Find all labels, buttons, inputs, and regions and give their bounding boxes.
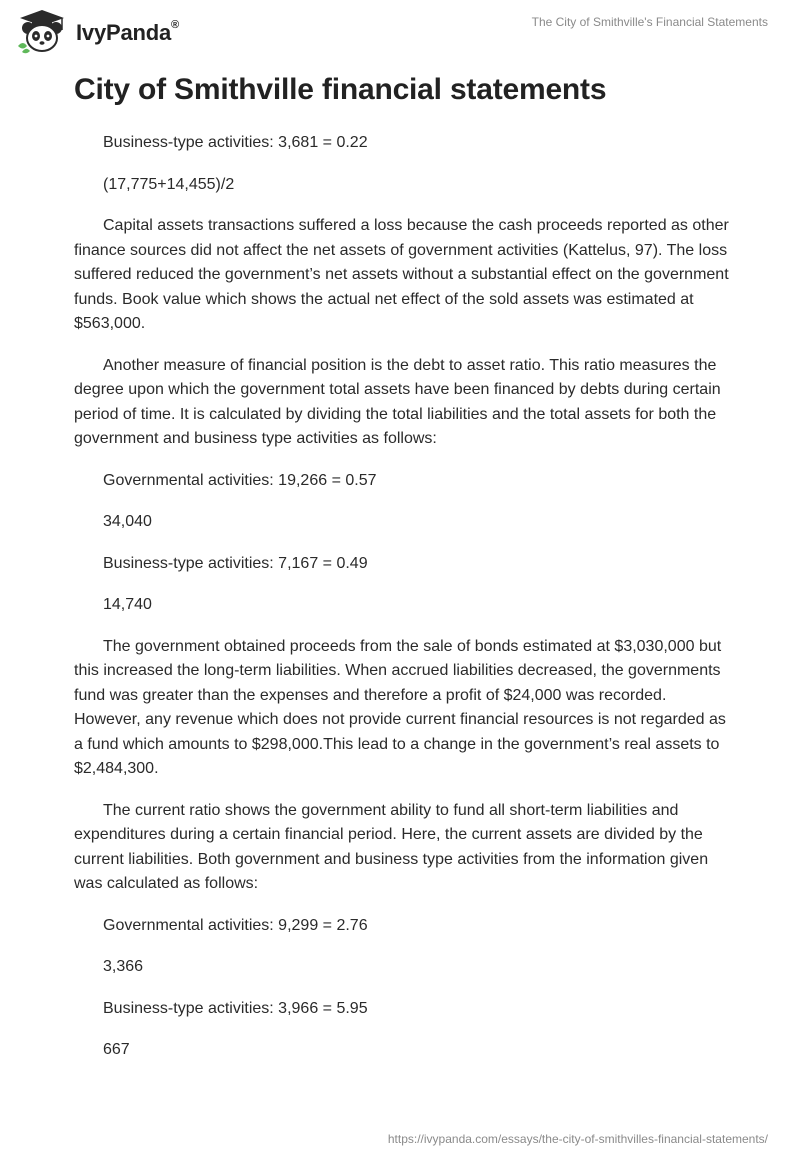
paragraph: (17,775+14,455)/2 (103, 175, 235, 193)
document-title: The City of Smithville's Financial Statements (531, 15, 768, 29)
essay-content (74, 131, 734, 1080)
paragraph: Business-type activities: 3,681 = 0.22 (103, 134, 368, 151)
paragraph: Business-type activities: 7,167 = 0.49 (103, 554, 368, 572)
paragraph: 34,040 (103, 513, 152, 530)
page-header (0, 0, 800, 60)
paragraph: The government obtained proceeds from the sale of bonds estimated at $3,030,000 but this increased the long-term liabilities. When accrued liabilities decreased, the governments fund was greater than the expenses and therefore a profit of $24,000 was recorded. However, any revenue which does not provide current financial resources is not regarded as a fund which amounts to $298,000.This lead to a change in the government’s real assets to $2,484,300. (74, 637, 726, 777)
paragraph: Governmental activities: 9,299 = 2.76 (103, 916, 368, 934)
paragraph: The current ratio shows the government ability to fund all short-term liabilities and expenditures during a certain financial period. Here, the current assets are divided by the current liabilities. Both government and business type activities from the information given was calculated as follows: (74, 801, 709, 892)
paragraph: Capital assets transactions suffered a loss because the cash proceeds reported as other finance sources did not affect the net assets of government activities (Kattelus, 97). The loss suffered reduced the government’s net assets without a substantial effect on the government funds. Book value which shows the actual net effect of the sold assets was estimated at $563,000. (74, 217, 729, 332)
paragraph: Business-type activities: 3,966 = 5.95 (103, 999, 368, 1017)
source-url-link[interactable]: https://ivypanda.com/essays/the-city-of-smithvilles-financial-statements/ (387, 1132, 768, 1146)
paragraph: 14,740 (103, 596, 152, 613)
ivypanda-logo-icon[interactable] (14, 8, 70, 54)
paragraph: Governmental activities: 19,266 = 0.57 (103, 471, 377, 489)
brand-name[interactable]: IvyPanda® (76, 18, 179, 45)
paragraph: 3,366 (103, 958, 144, 975)
paragraph: 667 (103, 1041, 130, 1058)
page-title: City of Smithville financial statements (74, 73, 607, 106)
paragraph: Another measure of financial position is the debt to asset ratio. This ratio measures the degree upon which the government total assets have been financed by debts during certain period of time. It is calculated by dividing the total liabilities and the total assets for both the government and business type activities as follows: (74, 356, 721, 447)
